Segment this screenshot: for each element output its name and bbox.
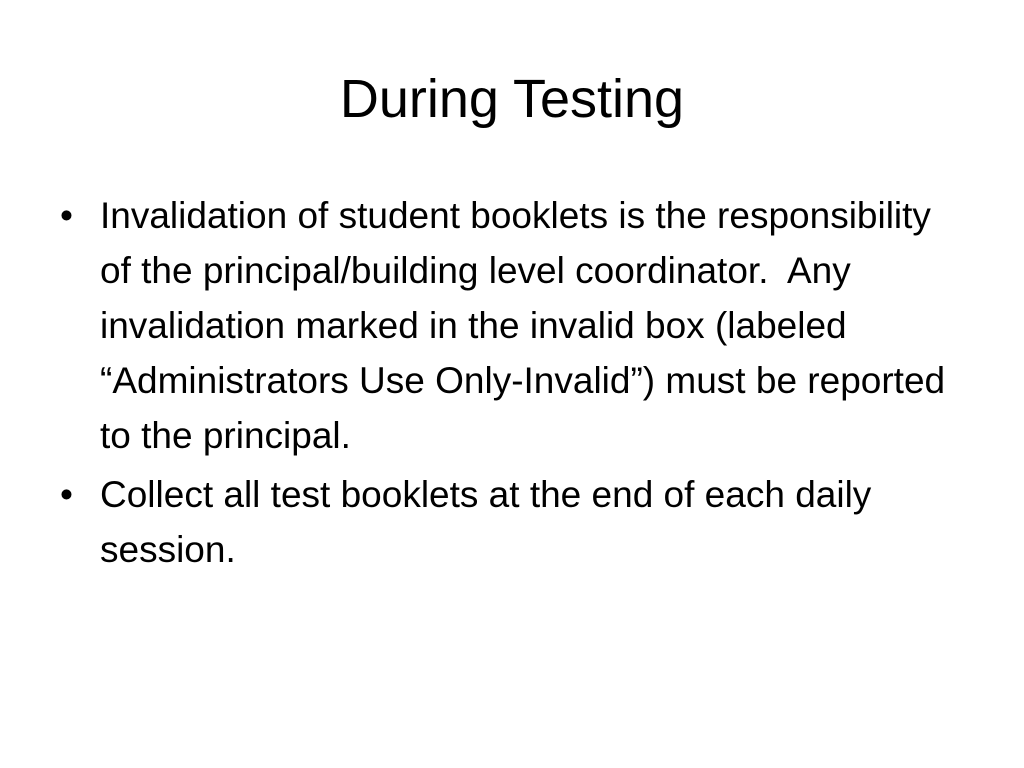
bullet-dot-icon: • (60, 195, 73, 236)
bullet-dot-icon: • (60, 474, 73, 515)
bullet-text: Invalidation of student booklets is the responsibility of the principal/building level coordinator. Any invalidation marked in the invalid box (labeled “Administrators Use Only-Invalid”) must be reported to the principal. (100, 195, 956, 456)
bullet-text: Collect all test booklets at the end of each daily session. (100, 474, 872, 570)
slide-title: During Testing (339, 69, 685, 129)
bullet-item (60, 467, 960, 577)
bullet-list (60, 188, 960, 581)
bullet-item (60, 188, 960, 463)
